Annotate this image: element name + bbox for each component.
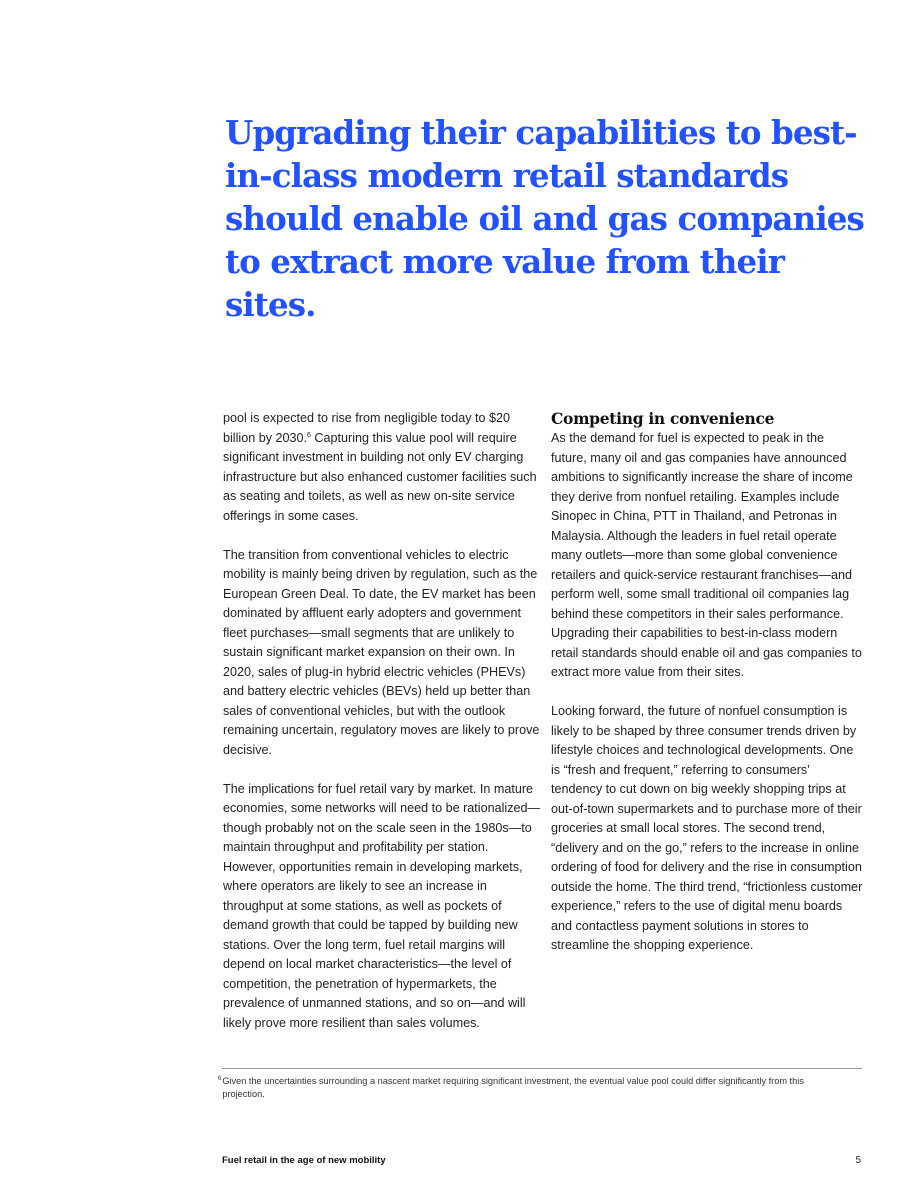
footnote-marker: 6 (218, 1075, 222, 1082)
left-paragraph-1-text-a: pool is expected to rise from negligible today to $20 billion by 2030. (223, 411, 511, 445)
left-paragraph-3: The implications for fuel retail vary by market. In mature economies, some networks will need to be rationalized—though probably not on the scale seen in the 1980s—to maintain throughput and profitability per station. However, opportunities remain in developing markets, where operators are likely to see an increase in throughput at some stations, as well as pockets of demand growth that could be tapped by building new stations. Over the long term, fuel retail margins will depend on local market characteristics—the level of competition, the penetration of hypermarkets, the prevalence of unmanned stations, and so on—and will likely prove more resilient than sales volumes. (223, 781, 541, 1030)
section-heading: Competing in convenience (551, 409, 775, 428)
right-column (551, 409, 863, 956)
left-paragraph-2: The transition from conventional vehicles to electric mobility is mainly being driven by regulation, such as the European Green Deal. To date, the EV market has been dominated by affluent early adopters and government fleet purchases—small segments that are unlikely to sustain significant market expansion on their own. In 2020, sales of plug-in hybrid electric vehicles (PHEVs) and battery electric vehicles (BEVs) held up better than sales of conventional vehicles, but with the outlook remaining uncertain, regulatory moves are likely to prove decisive. (223, 547, 540, 757)
footnote-divider (222, 1068, 862, 1069)
right-paragraph-1: As the demand for fuel is expected to peak in the future, many oil and gas companies have announced ambitions to significantly increase the share of income they derive from nonfuel retailing. Examples include Sinopec in China, PTT in Thailand, and Petronas in Malaysia. Although the leaders in fuel retail operate many outlets—more than some global convenience retailers and quick-service restaurant franchises—and perform well, some small traditional oil companies lag behind these competitors in their sales performance. Upgrading their capabilities to best-in-class modern retail standards should enable oil and gas companies to extract more value from their sites. (551, 431, 862, 679)
left-column (223, 409, 541, 1033)
left-paragraph-1 (223, 409, 541, 526)
footnote-text: Given the uncertainties surrounding a nascent market requiring significant investment, the eventual value pool could differ significantly from this projection. (222, 1076, 804, 1099)
page-number: 5 (855, 1155, 861, 1166)
left-paragraph-1-text-b: Capturing this value pool will require significant investment in building not only EV charging infrastructure but also enhanced customer facilities such as seating and toilets, as well as new on-site service offerings in some cases. (223, 430, 537, 523)
right-paragraph-2: Looking forward, the future of nonfuel consumption is likely to be shaped by three consumer trends driven by lifestyle choices and technological developments. One is “fresh and frequent,” referring to consumers’ tendency to cut down on big weekly shopping trips at out-of-town supermarkets and to purchase more of their groceries at small local stores. The second trend, “delivery and on the go,” refers to the increase in online ordering of food for delivery and the rise in consumption outside the home. The third trend, “frictionless customer experience,” refers to the use of digital menu boards and contactless payment solutions in stores to streamline the shopping experience. (551, 704, 863, 952)
pull-quote: Upgrading their capabilities to best-in-class modern retail standards should enable oil and gas companies to extract more value from their sites. (225, 113, 864, 324)
footnote (218, 1075, 858, 1101)
footnote-reference[interactable]: 6 (307, 431, 311, 439)
running-title: Fuel retail in the age of new mobility (222, 1155, 386, 1166)
